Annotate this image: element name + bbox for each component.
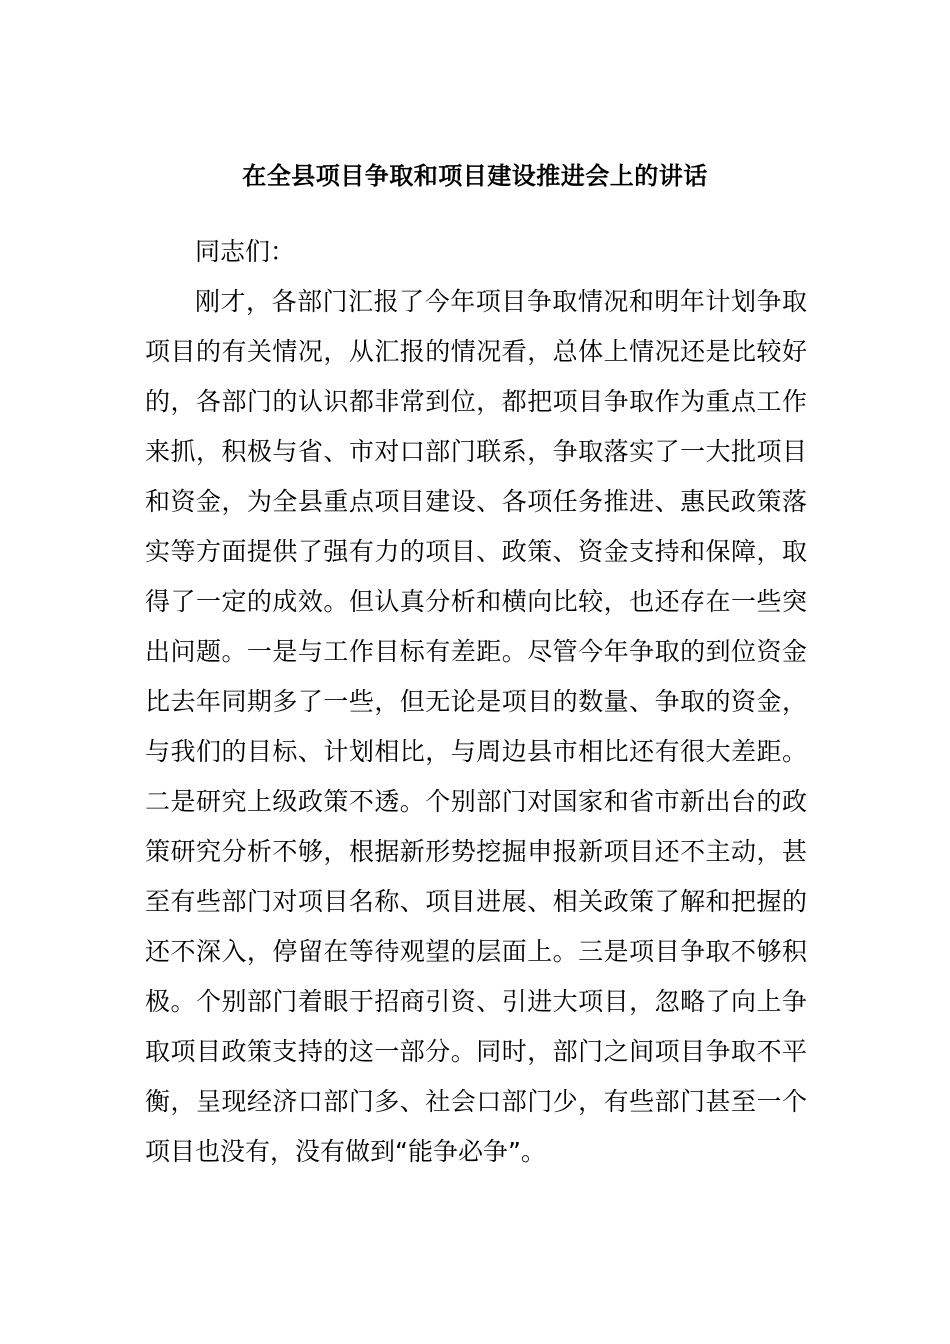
- salutation: 同志们：: [195, 237, 296, 266]
- document-title: 在全县项目争取和项目建设推进会上的讲话: [242, 162, 708, 190]
- body-paragraph: 刚才，各部门汇报了今年项目争取情况和明年计划争取项目的有关情况，从汇报的情况看，总体上情况还是比较好的，各部门的认识都非常到位，都把项目争取作为重点工作来抓，积极与省、市对口部门联系，争取落实了一大批项目和资金，为全县重点项目建设、各项任务推进、惠民政策落实等方面提供了强有力的项目、政策、资金支持和保障，取得了一定的成效。但认真分析和横向比较，也还存在一些突出问题。一是与工作目标有差距。尽管今年争取的到位资金比去年同期多了一些，但无论是项目的数量、争取的资金，与我们的目标、计划相比，与周边县市相比还有很大差距。二是研究上级政策不透。个别部门对国家和省市新出台的政策研究分析不够，根据新形势挖掘申报新项目还不主动，甚至有些部门对项目名称、项目进展、相关政策了解和把握的还不深入，停留在等待观望的层面上。三是项目争取不够积极。个别部门着眼于招商引资、引进大项目，忽略了向上争取项目政策支持的这一部分。同时，部门之间项目争取不平衡，呈现经济口部门多、社会口部门少，有些部门甚至一个项目也没有，没有做到“能争必争”。: [145, 287, 807, 1166]
- document-body: [145, 227, 807, 1177]
